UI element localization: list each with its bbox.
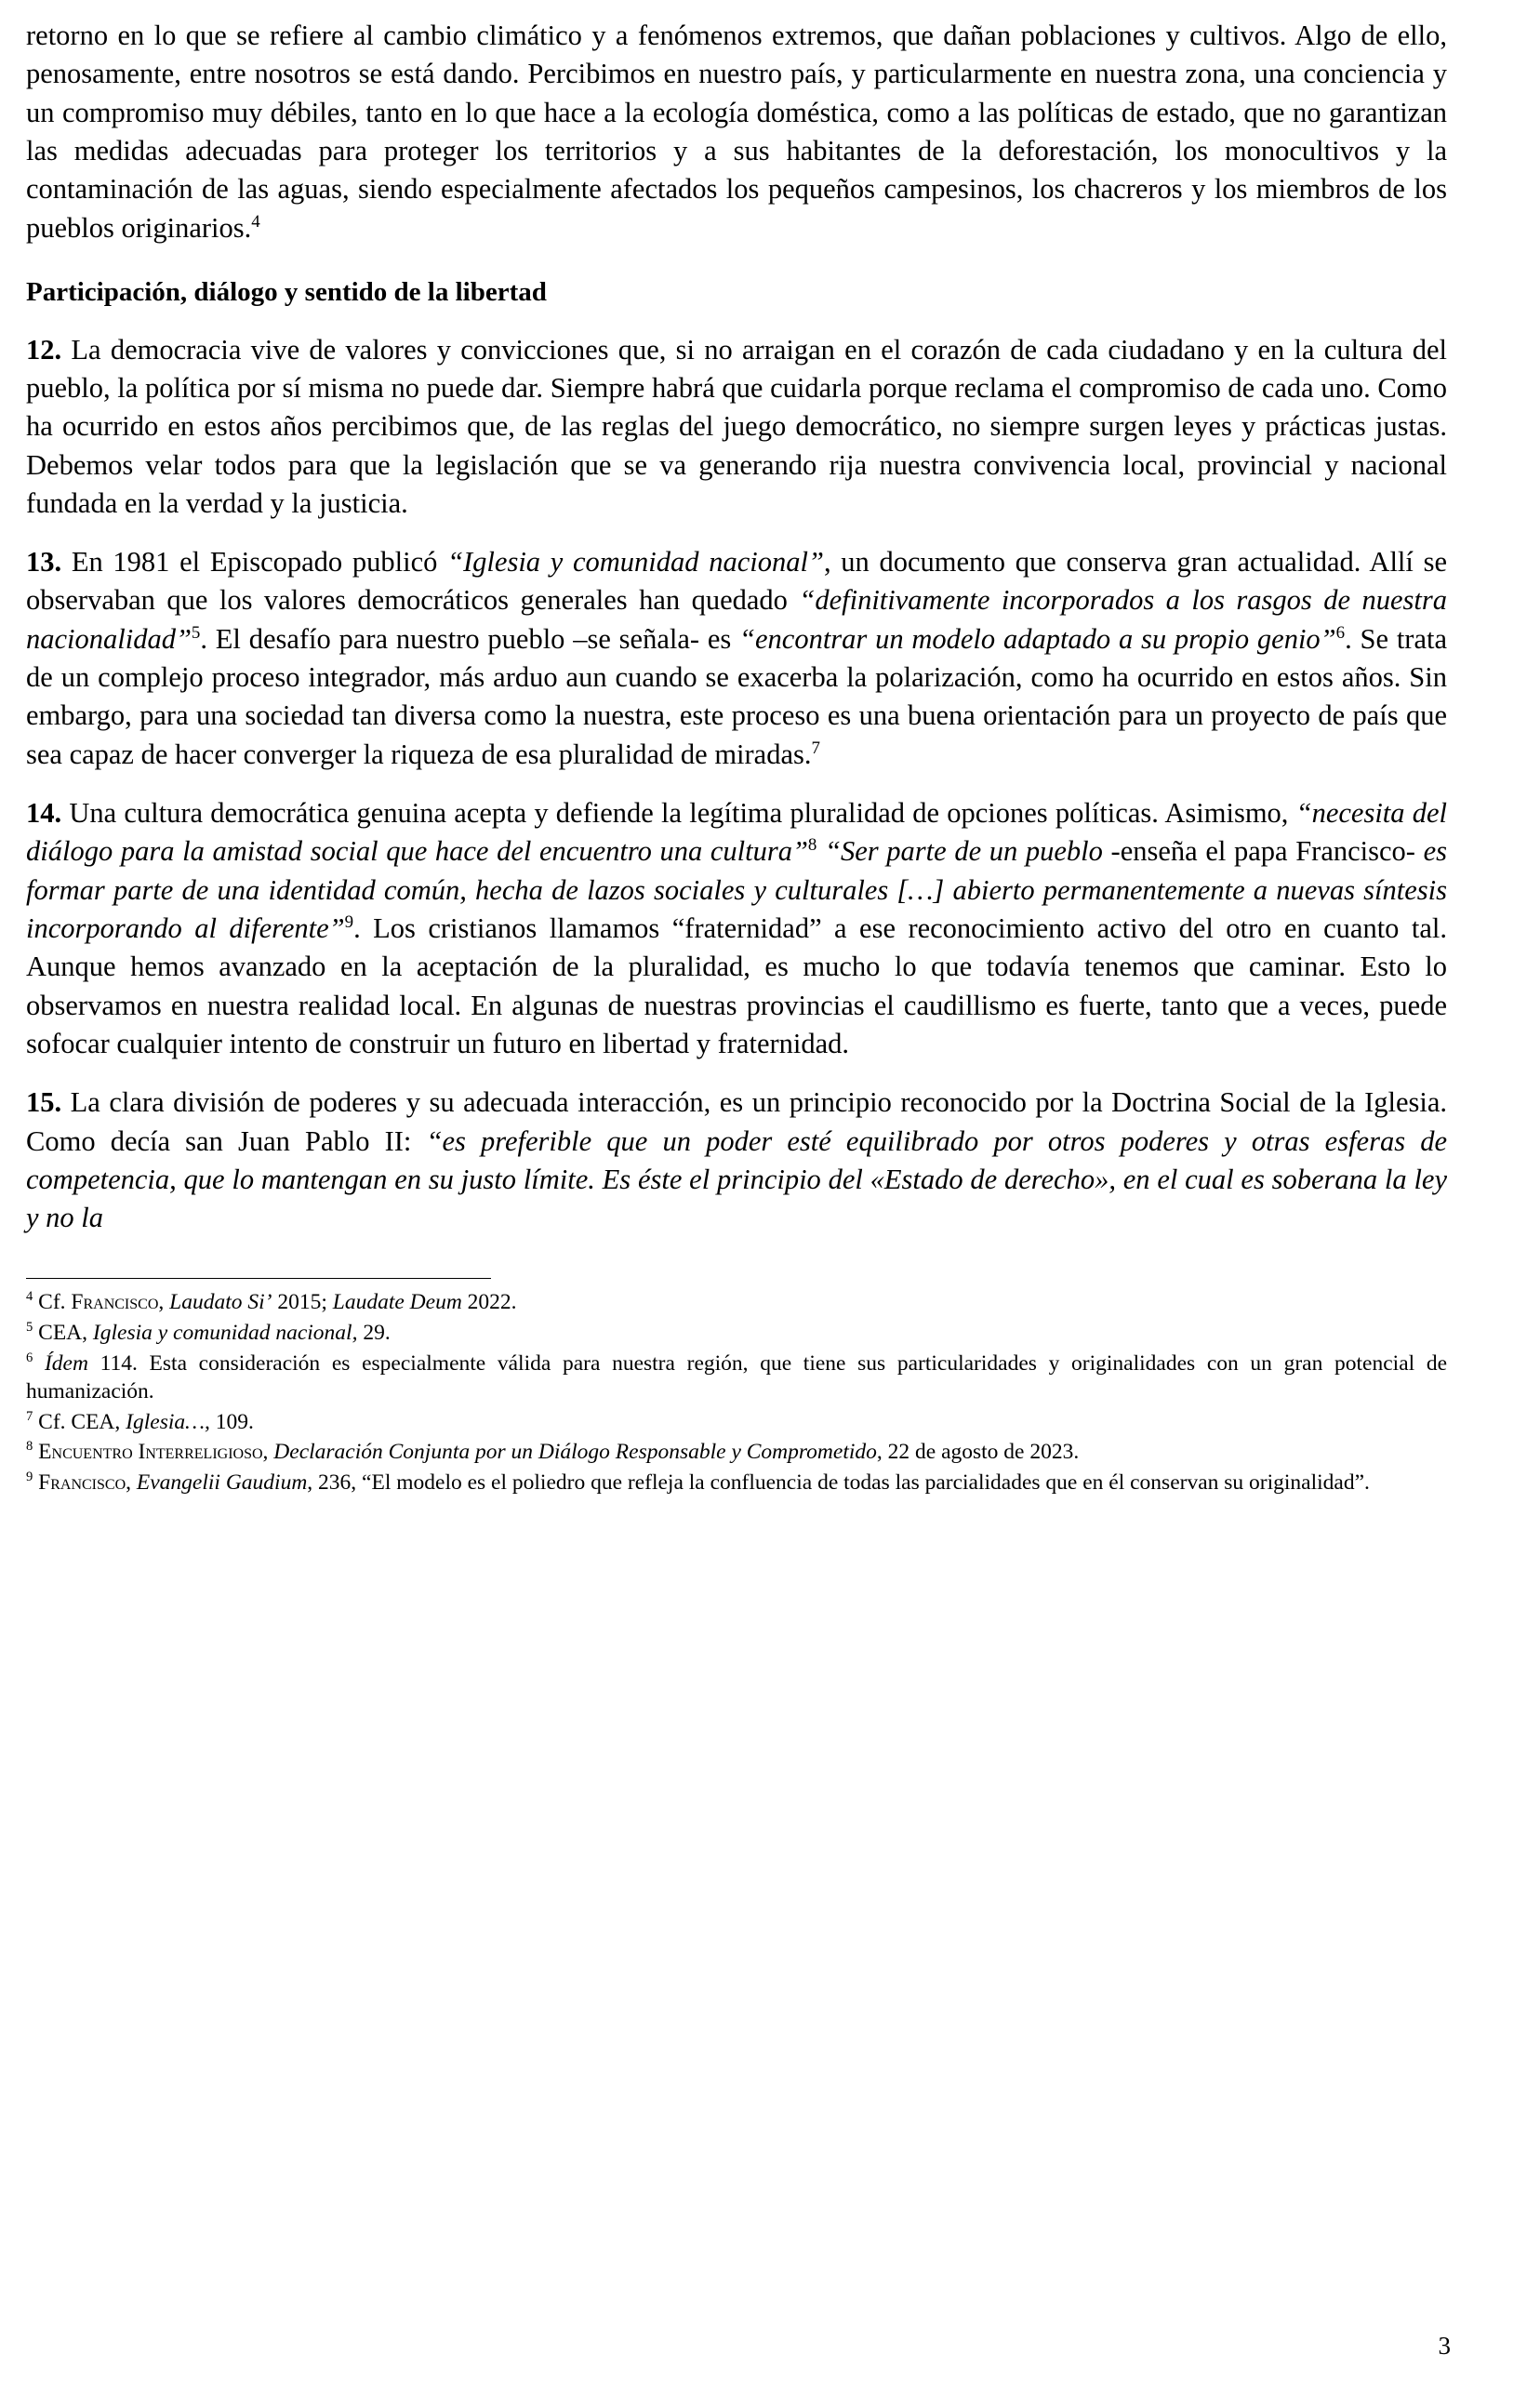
footnote-text: Encuentro Interreligioso, Declaración Conjunta por un Diálogo Responsable y Comprometido, 22 de agosto de 2023. bbox=[38, 1440, 1080, 1465]
footnotes-area bbox=[26, 1288, 1447, 1496]
footnote-item bbox=[26, 1408, 1447, 1437]
paragraph-14 bbox=[26, 794, 1447, 1063]
paragraph-12 bbox=[26, 331, 1447, 524]
footnote-item bbox=[26, 1469, 1447, 1497]
paragraph-text: La democracia vive de valores y convicciones que, si no arraigan en el corazón de cada ciudadano y en la cultura del pueblo, la política por sí misma no puede dar. Siempre habrá que cuidarla porque reclama el compromiso de cada uno. Como ha ocurrido en estos años percibimos que, de las reglas del juego democrático, no siempre surgen leyes y prácticas justas. Debemos velar todos para que la legislación que se va generando rija nuestra convivencia local, provincial y nacional fundada en la verdad y la justicia. bbox=[26, 333, 1448, 519]
footnote-text: Cf. Francisco, Laudato Si’ 2015; Laudate Deum 2022. bbox=[38, 1290, 517, 1315]
paragraph-number: 15. bbox=[26, 1086, 62, 1119]
footnote-separator bbox=[26, 1278, 491, 1279]
footnote-text: CEA, Iglesia y comunidad nacional, 29. bbox=[38, 1320, 391, 1345]
paragraph-13 bbox=[26, 543, 1447, 774]
footnote-number: 9 bbox=[26, 1469, 33, 1484]
footnote-text: Francisco, Evangelii Gaudium, 236, “El modelo es el poliedro que refleja la confluencia de todas las parcialidades que en él conservan su originalidad”. bbox=[38, 1470, 1370, 1495]
paragraph-text: En 1981 el Episcopado publicó “Iglesia y comunidad nacional”, un documento que conserva gran actualidad. Allí se observaban que los valores democráticos generales han quedado “definitivamente incorporados a los rasgos de nuestra nacionalidad”$^5$. El desafío para nuestro pueblo –se señala- es “encontrar un modelo adaptado a su propio genio”$^6$. Se trata de un complejo proceso integrador, más arduo aun cuando se exacerba la polarización, como ha ocurrido en estos años. Sin embargo, para una sociedad tan diversa como la nuestra, este proceso es una buena orientación para un proyecto de país que sea capaz de hacer converger la riqueza de esa pluralidad de miradas.$^7$ bbox=[26, 546, 1447, 770]
footnote-text: Ídem 114. Esta consideración es especialmente válida para nuestra región, que tiene sus particularidades y originalidades con un gran potencial de humanización. bbox=[26, 1350, 1448, 1404]
paragraph-number: 13. bbox=[26, 546, 62, 579]
footnote-item bbox=[26, 1288, 1447, 1317]
footnote-item bbox=[26, 1350, 1447, 1406]
section-heading: Participación, diálogo y sentido de la libertad bbox=[26, 276, 547, 307]
footnote-number: 7 bbox=[26, 1408, 33, 1424]
footnote-item bbox=[26, 1319, 1447, 1348]
paragraph-text: La clara división de poderes y su adecuada interacción, es un principio reconocido por la Doctrina Social de la Iglesia. Como decía san Juan Pablo II: “es preferible que un poder esté equilibrado por otros poderes y otras esferas de competencia, que lo mantengan en su justo límite. Es éste el principio del «Estado de derecho», en el cual es soberana la ley y no la bbox=[26, 1086, 1447, 1234]
paragraph-text: Una cultura democrática genuina acepta y defiende la legítima pluralidad de opciones políticas. Asimismo, “necesita del diálogo para la amistad social que hace del encuentro una cultura”$^8$ “Ser parte de un pueblo -enseña el papa Francisco- es formar parte de una identidad común, hecha de lazos sociales y culturales […] abierto permanentemente a nuevas síntesis incorporando al diferente”$^9$. Los cristianos llamamos “fraternidad” a ese reconocimiento activo del otro en cuanto tal. Aunque hemos avanzado en la aceptación de la pluralidad, es mucho lo que todavía tenemos que caminar. Esto lo observamos en nuestra realidad local. En algunas de nuestras provincias el caudillismo es fuerte, tanto que a veces, puede sofocar cualquier intento de construir un futuro en libertad y fraternidad. bbox=[26, 797, 1448, 1059]
paragraph-number: 14. bbox=[26, 797, 62, 829]
footnote-number: 4 bbox=[26, 1289, 33, 1305]
footnote-text: Cf. CEA, Iglesia…, 109. bbox=[38, 1409, 254, 1434]
paragraph-text: retorno en lo que se refiere al cambio climático y a fenómenos extremos, que dañan poblaciones y cultivos. Algo de ello, penosamente, entre nosotros se está dando. Percibimos en nuestro país, y particularmente en nuestra zona, una conciencia y un compromiso muy débiles, tanto en lo que hace a la ecología doméstica, como a las políticas de estado, que no garantizan las medidas adecuadas para proteger los territorios y a sus habitantes de la deforestación, los monocultivos y la contaminación de las aguas, siendo especialmente afectados los pequeños campesinos, los chacreros y los miembros de los pueblos originarios. bbox=[26, 20, 1447, 244]
footnote-marker: 4 bbox=[251, 211, 260, 232]
footnote-item bbox=[26, 1438, 1447, 1467]
page-number: 3 bbox=[1438, 2332, 1451, 2360]
paragraph-number: 12. bbox=[26, 333, 62, 366]
footnote-number: 6 bbox=[26, 1350, 33, 1365]
paragraph-continuation bbox=[26, 17, 1447, 247]
footnote-number: 8 bbox=[26, 1439, 33, 1455]
paragraph-15 bbox=[26, 1084, 1447, 1237]
footnote-number: 5 bbox=[26, 1320, 33, 1336]
